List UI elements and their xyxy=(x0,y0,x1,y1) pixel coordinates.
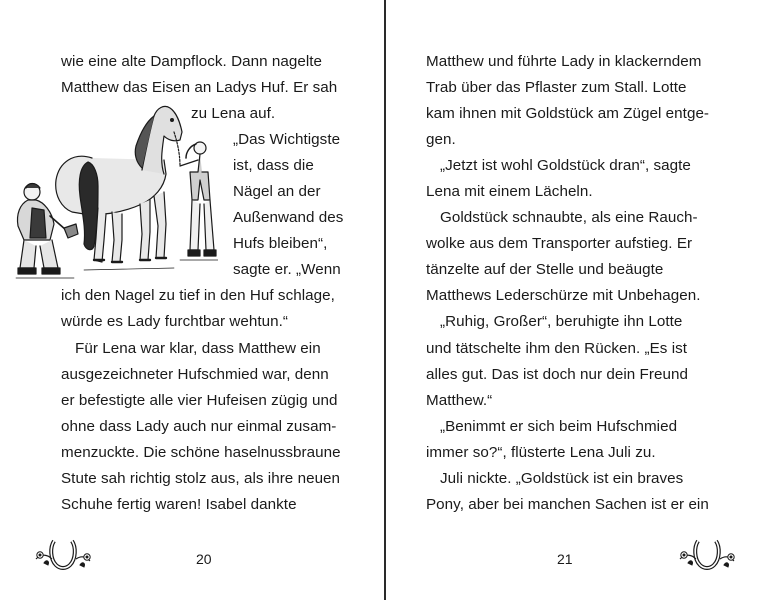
text-line: Stute sah richtig stolz aus, als ihre neuen xyxy=(61,470,341,487)
text-line: Lena mit einem Lächeln. xyxy=(426,183,593,200)
text-line: Matthew das Eisen an Ladys Huf. Er sah xyxy=(61,79,338,96)
text-line: und tätschelte ihm den Rücken. „Es ist xyxy=(426,340,688,357)
text-line: würde es Lady furchtbar wehtun.“ xyxy=(61,313,289,330)
text-line: Hufs bleiben“, xyxy=(233,235,328,252)
text-line: Matthew.“ xyxy=(426,392,493,409)
blacksmith-horse-girl-illustration xyxy=(14,100,218,286)
page-number-left: 20 xyxy=(196,551,212,567)
horseshoe-flower-ornament-icon xyxy=(32,533,94,573)
right-page xyxy=(386,0,769,600)
text-line: Pony, aber bei manchen Sachen ist er ein xyxy=(426,496,709,513)
text-line: Trab über das Pflaster zum Stall. Lotte xyxy=(426,79,687,96)
text-line: Goldstück schnaubte, als eine Rauch- xyxy=(440,209,698,226)
text-line: wolke aus dem Transporter aufstieg. Er xyxy=(426,235,693,252)
text-line: kam ihnen mit Goldstück am Zügel entge- xyxy=(426,105,710,122)
text-line: immer so?“, flüsterte Lena Juli zu. xyxy=(426,444,656,461)
text-line: Matthew und führte Lady in klackerndem xyxy=(426,53,702,70)
text-line: „Das Wichtigste xyxy=(233,131,341,148)
left-page xyxy=(0,0,384,600)
text-line: er befestigte alle vier Hufeisen zügig und xyxy=(61,392,338,409)
text-line: Juli nickte. „Goldstück ist ein braves xyxy=(440,470,684,487)
text-line: alles gut. Das ist doch nur dein Freund xyxy=(426,366,688,383)
text-line: Nägel an der xyxy=(233,183,321,200)
text-line: „Benimmt er sich beim Hufschmied xyxy=(440,418,678,435)
text-line: wie eine alte Dampflock. Dann nagelte xyxy=(61,53,323,70)
text-line: ich den Nagel zu tief in den Huf schlage, xyxy=(61,287,335,304)
text-line: zu Lena auf. xyxy=(191,105,276,122)
horseshoe-flower-ornament-icon xyxy=(676,533,738,573)
text-line: Matthews Lederschürze mit Unbehagen. xyxy=(426,287,701,304)
text-line: ist, dass die xyxy=(233,157,314,174)
text-line: „Ruhig, Großer“, beruhigte ihn Lotte xyxy=(440,313,683,330)
text-line: menzuckte. Die schöne haselnussbraune xyxy=(61,444,341,461)
page-number-right: 21 xyxy=(557,551,573,567)
text-line: ausgezeichneter Hufschmied war, denn xyxy=(61,366,329,383)
text-line: Schuhe fertig waren! Isabel dankte xyxy=(61,496,297,513)
text-line: Außenwand des xyxy=(233,209,344,226)
text-line: „Jetzt ist wohl Goldstück dran“, sagte xyxy=(440,157,691,174)
text-line: sagte er. „Wenn xyxy=(233,261,341,278)
text-line: tänzelte auf der Stelle und beäugte xyxy=(426,261,664,278)
text-line: Für Lena war klar, dass Matthew ein xyxy=(75,340,321,357)
text-line: gen. xyxy=(426,131,456,148)
text-line: ohne dass Lady auch nur einmal zusam- xyxy=(61,418,337,435)
